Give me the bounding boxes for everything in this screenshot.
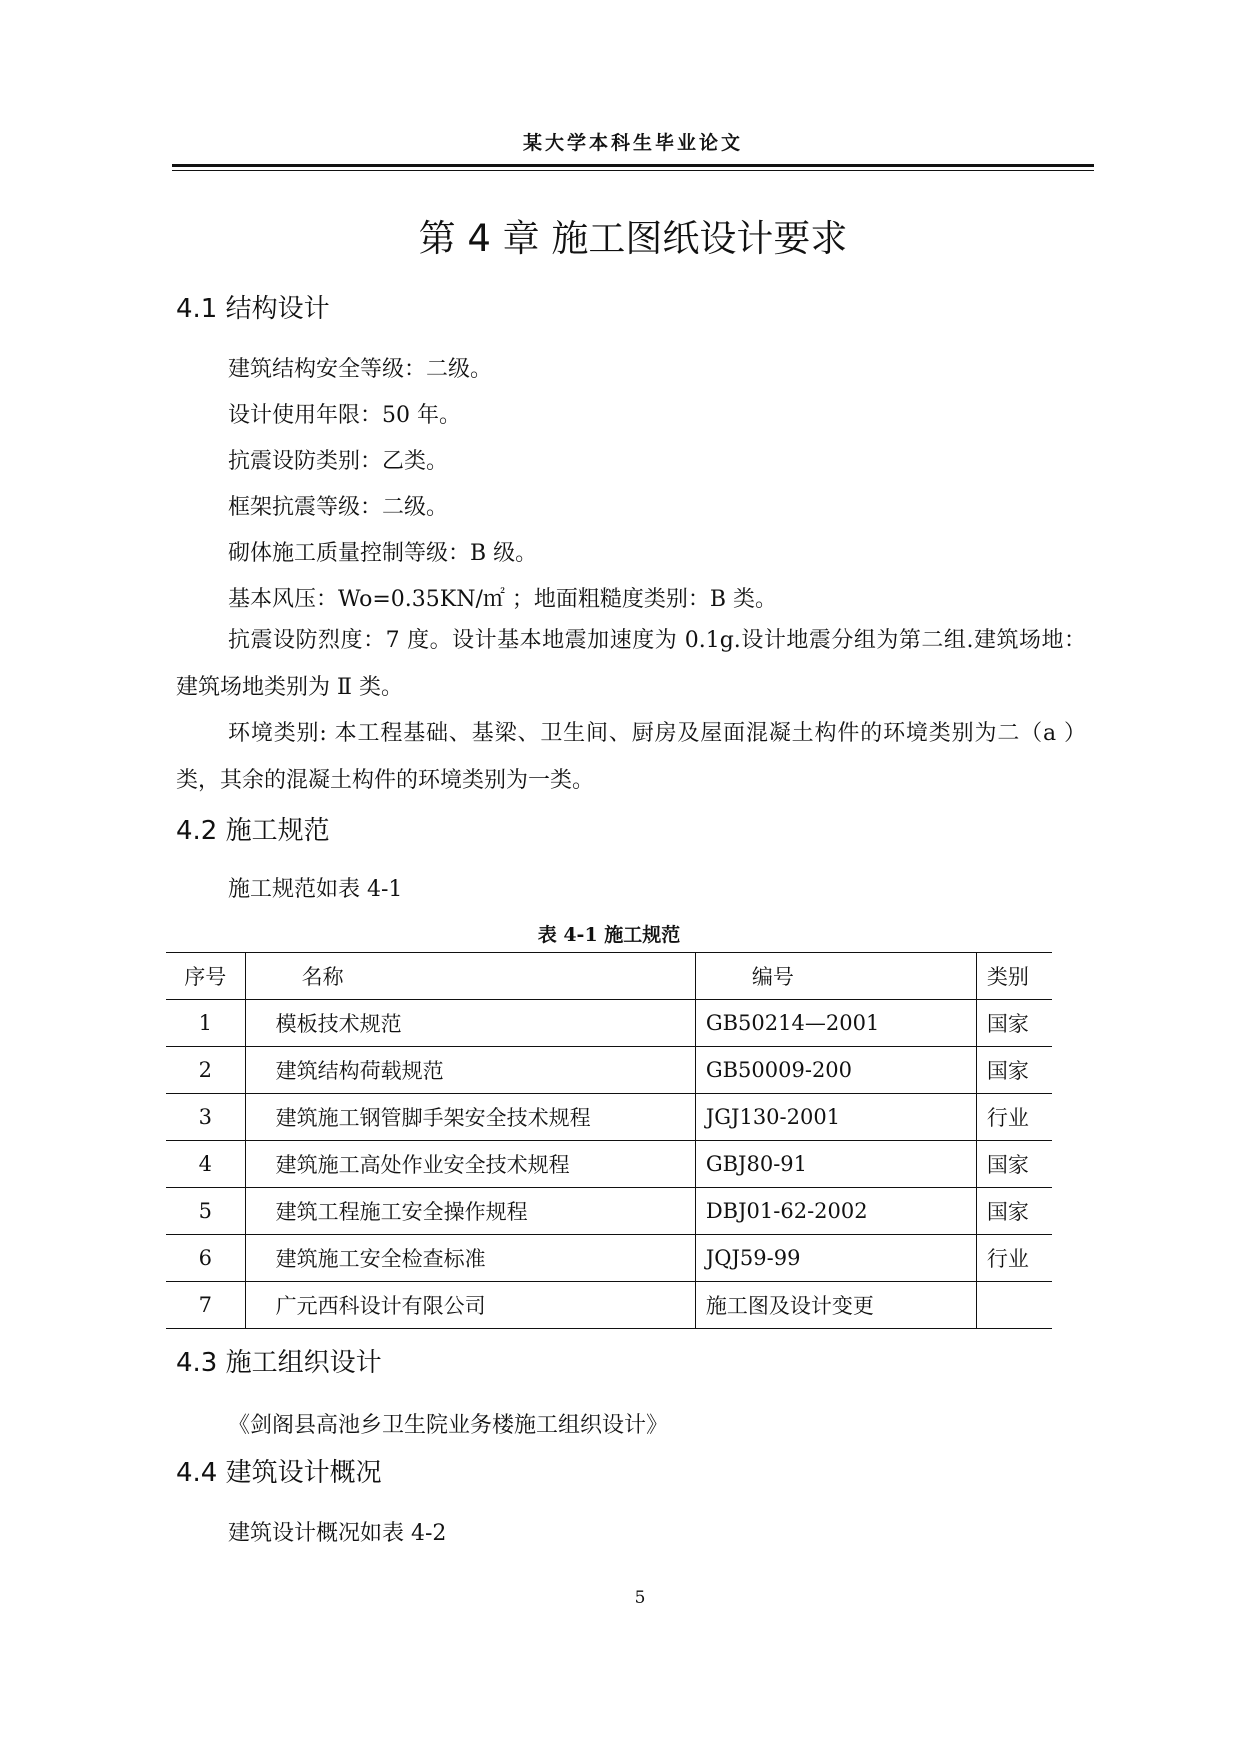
paragraph: 抗震设防类别：乙类。: [228, 449, 449, 474]
section-heading-4-2: 4.2 施工规范: [176, 816, 330, 846]
table-cell: 3: [166, 1094, 245, 1141]
paragraph: 框架抗震等级：二级。: [228, 495, 449, 520]
table-cell: 4: [166, 1141, 245, 1188]
section-heading-4-4: 4.4 建筑设计概况: [176, 1458, 382, 1488]
paragraph: 设计使用年限：50 年。: [228, 403, 461, 428]
table-cell: 5: [166, 1188, 245, 1235]
page-number: 5: [634, 1588, 646, 1608]
table-cell: 建筑结构荷载规范: [245, 1047, 695, 1094]
table-caption: 表 4-1 施工规范: [537, 924, 681, 946]
table-cell: 建筑施工安全检查标准: [245, 1235, 695, 1282]
table-cell: 模板技术规范: [245, 1000, 695, 1047]
table-cell: 7: [166, 1282, 245, 1329]
paragraph: 建筑设计概况如表 4-2: [228, 1521, 447, 1546]
table-row: [166, 1282, 1052, 1329]
paragraph-environment: 环境类别: 本工程基础、基梁、卫生间、厨房及屋面混凝土构件的环境类别为二（a ）类，其余的混凝土构件的环境类别为一类。: [176, 721, 1086, 793]
table-header-cell: 名称: [245, 953, 695, 1000]
header-rule-thin: [172, 170, 1094, 171]
table-cell: 行业: [976, 1094, 1052, 1141]
table-cell: JGJ130-2001: [695, 1094, 976, 1141]
section-heading-4-1: 4.1 结构设计: [176, 294, 330, 324]
paragraph: 砌体施工质量控制等级：B 级。: [228, 541, 538, 566]
table-cell: 1: [166, 1000, 245, 1047]
table-header-cell: 类别: [976, 953, 1052, 1000]
table-cell: 6: [166, 1235, 245, 1282]
table-header-cell: 序号: [166, 953, 245, 1000]
table-cell: 施工图及设计变更: [695, 1282, 976, 1329]
table-cell: GBJ80-91: [695, 1141, 976, 1188]
table-cell: 广元西科设计有限公司: [245, 1282, 695, 1329]
table-row: [166, 1188, 1052, 1235]
table-row: [166, 1235, 1052, 1282]
table-cell: 国家: [976, 1047, 1052, 1094]
table-cell: [976, 1282, 1052, 1329]
paragraph: 《剑阁县高池乡卫生院业务楼施工组织设计》: [228, 1413, 669, 1438]
table-row: [166, 1094, 1052, 1141]
table-cell: 国家: [976, 1000, 1052, 1047]
page-header: 某大学本科生毕业论文: [522, 132, 743, 154]
paragraph-seismic: 抗震设防烈度：7 度。设计基本地震加速度为 0.1g.设计地震分组为第二组.建筑场地：建筑场地类别为 Ⅱ 类。: [176, 628, 1086, 700]
paragraph: 施工规范如表 4-1: [228, 877, 403, 902]
table-row: [166, 1141, 1052, 1188]
table-header-cell: 编号: [695, 953, 976, 1000]
table-cell: 建筑施工高处作业安全技术规程: [245, 1141, 695, 1188]
table-cell: 行业: [976, 1235, 1052, 1282]
table-row: [166, 1000, 1052, 1047]
section-heading-4-3: 4.3 施工组织设计: [176, 1348, 382, 1378]
table-cell: JQJ59-99: [695, 1235, 976, 1282]
table-row: [166, 1047, 1052, 1094]
table-cell: GB50009-200: [695, 1047, 976, 1094]
table-cell: 国家: [976, 1188, 1052, 1235]
paragraph: 基本风压：Wo=0.35KN/㎡ ；地面粗糙度类别：B 类。: [228, 587, 778, 612]
table-cell: DBJ01-62-2002: [695, 1188, 976, 1235]
header-rule: [172, 164, 1094, 167]
table-cell: 2: [166, 1047, 245, 1094]
spec-table: [166, 952, 1052, 1329]
table-cell: 国家: [976, 1141, 1052, 1188]
chapter-title: 第 4 章 施工图纸设计要求: [418, 217, 848, 260]
table-cell: GB50214—2001: [695, 1000, 976, 1047]
paragraph: 建筑结构安全等级：二级。: [228, 357, 493, 382]
table-cell: 建筑工程施工安全操作规程: [245, 1188, 695, 1235]
table-header-row: [166, 953, 1052, 1000]
table-cell: 建筑施工钢管脚手架安全技术规程: [245, 1094, 695, 1141]
